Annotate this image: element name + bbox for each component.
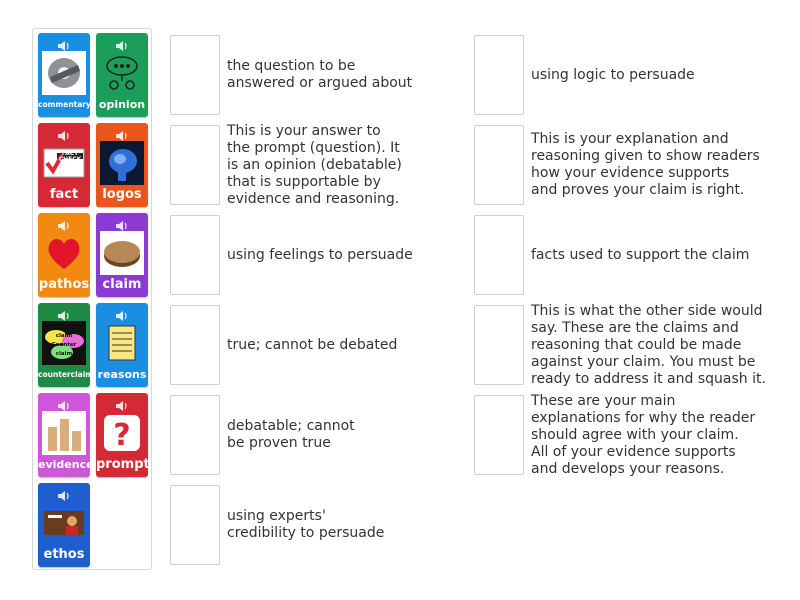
answer-tile-commentary[interactable] xyxy=(38,33,90,117)
speaker-icon[interactable] xyxy=(57,127,71,139)
heart-icon xyxy=(42,231,86,275)
drop-slot[interactable] xyxy=(474,305,524,385)
speaker-icon[interactable] xyxy=(57,307,71,319)
tile-label: evidence xyxy=(38,458,94,471)
drop-slot[interactable] xyxy=(170,305,220,385)
drop-slot[interactable] xyxy=(170,125,220,205)
tile-label: fact xyxy=(49,187,79,202)
speaker-icon[interactable] xyxy=(115,127,129,139)
answer-tile-evidence[interactable] xyxy=(38,393,94,477)
tile-label: pathos xyxy=(38,277,90,292)
definition-text: These are your main explanations for why the reader should agree with your claim. All of your evidence supports and develops your reasons. xyxy=(531,393,756,477)
thought-bubble-icon xyxy=(100,51,144,95)
tile-label: commentary xyxy=(38,100,91,109)
definition-text: using feelings to persuade xyxy=(227,247,413,263)
speaker-icon[interactable] xyxy=(115,217,129,229)
drop-slot[interactable] xyxy=(170,35,220,115)
brain-icon xyxy=(100,141,144,185)
speaker-icon[interactable] xyxy=(57,217,71,229)
drop-slot[interactable] xyxy=(474,395,524,475)
answer-tile-reasons[interactable] xyxy=(96,303,148,387)
definition-text: This is your explanation and reasoning given to show readers how your evidence supports and proves your claim is right. xyxy=(531,131,760,198)
answer-tile-counterclaim[interactable] xyxy=(38,303,94,387)
video-presenter-icon xyxy=(42,501,86,545)
tile-label: logos xyxy=(102,187,142,202)
tile-label: counterclaim xyxy=(38,370,94,379)
speaker-icon[interactable] xyxy=(115,37,129,49)
fact-check-text: FACT CHECK xyxy=(58,150,82,163)
tile-label: ethos xyxy=(43,547,85,562)
tile-label: opinion xyxy=(98,98,146,111)
notepad-icon xyxy=(100,321,144,365)
answer-tile-pathos[interactable] xyxy=(38,213,90,297)
speaker-icon[interactable] xyxy=(57,397,71,409)
drop-slot[interactable] xyxy=(170,395,220,475)
definition-text: This is what the other side would say. These are the claims and reasoning that could be made against your claim. You must be ready to address it and squash it. xyxy=(531,303,766,387)
definition-text: the question to be answered or argued about xyxy=(227,58,413,91)
speaker-icon[interactable] xyxy=(115,307,129,319)
definition-text: true; cannot be debated xyxy=(227,337,398,353)
wooden-pegs-icon xyxy=(42,411,86,455)
definition-text: debatable; cannot be proven true xyxy=(227,418,355,451)
speaker-icon[interactable] xyxy=(115,397,129,409)
drop-slot[interactable] xyxy=(170,485,220,565)
svg-text:?: ? xyxy=(113,418,131,453)
answer-tile-claim[interactable] xyxy=(96,213,148,297)
duct-tape-icon xyxy=(42,51,86,95)
speaker-icon[interactable] xyxy=(57,37,71,49)
counterclaim-bubble-text: claim Counter claim xyxy=(51,333,77,357)
speaker-icon[interactable] xyxy=(57,487,71,499)
tile-label: claim xyxy=(102,277,142,292)
answer-tile-logos[interactable] xyxy=(96,123,148,207)
definition-text: This is your answer to the prompt (question). It is an opinion (debatable) that is supportable by evidence and reasoning. xyxy=(227,123,402,207)
answer-tile-ethos[interactable] xyxy=(38,483,90,567)
answer-tile-opinion[interactable] xyxy=(96,33,148,117)
fact-check-icon xyxy=(42,141,86,185)
definition-text: facts used to support the claim xyxy=(531,247,750,263)
tile-label: prompt xyxy=(96,457,150,472)
drop-slot[interactable] xyxy=(474,35,524,115)
answer-tile-prompt[interactable] xyxy=(96,393,148,477)
tile-label: reasons xyxy=(97,368,147,381)
definition-text: using experts' credibility to persuade xyxy=(227,508,385,541)
definition-text: using logic to persuade xyxy=(531,67,695,83)
drop-slot[interactable] xyxy=(474,125,524,205)
question-mark-icon xyxy=(100,411,144,455)
answer-tile-fact[interactable] xyxy=(38,123,90,207)
drop-slot[interactable] xyxy=(474,215,524,295)
speech-bubbles-icon xyxy=(42,321,86,365)
wooden-disc-icon xyxy=(100,231,144,275)
drop-slot[interactable] xyxy=(170,215,220,295)
